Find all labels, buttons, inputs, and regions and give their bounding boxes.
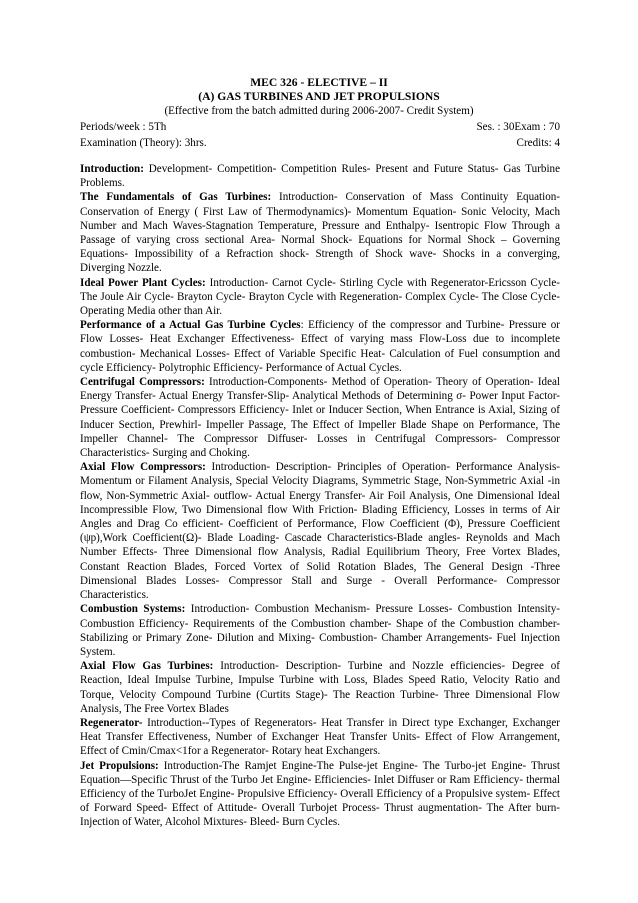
periods-row [80, 120, 560, 134]
section-combustion-systems [80, 602, 560, 659]
section-heading: Performance of a Actual Gas Turbine Cycles [80, 319, 301, 332]
course-subtitle: (A) GAS TURBINES AND JET PROPULSIONS [198, 90, 440, 103]
syllabus-body [80, 162, 560, 830]
section-text: Introduction-The Ramjet Engine-The Pulse-jet Engine- The Turbo-jet Engine- Thrust Equation—Specific Thrust of the Turbo Jet Engine- Efficiencies- Inlet Diffuser or Ram Efficiency- thermal Efficiency of the TurboJet Engine- Propulsive Efficiency- Overall Efficiency of a Propulsive system- Effect of Forward Speed- Effect of Attitude- Overall Turbojet Process- Thrust augmentation- The After burn-Injection of Water, Alcohol Mixtures- Bleed- Burn Cycles. [80, 759, 560, 829]
section-heading: Jet Propulsions: [80, 759, 159, 772]
section-jet-propulsion [80, 759, 560, 830]
section-text: Introduction- Combustion Mechanism- Pressure Losses- Combustion Intensity- Combustion Efficiency- Requirements of the Combustion chamber- Shape of the Combustion chamber- Stabilizing or Primary Zone- Dilution and Mixing- Combustion- Chamber Arrangements- Fuel Injection System. [80, 603, 560, 658]
section-text: Introduction- Carnot Cycle- Stirling Cycle with Regenerator-Ericsson Cycle- The Joule Air Cycle- Brayton Cycle- Brayton Cycle with Regeneration- Complex Cycle- The Close Cycle- Operating Media other than Air. [80, 276, 560, 318]
section-text: Introduction-Components- Method of Operation- Theory of Operation- Ideal Energy Transfer- Actual Energy Transfer-Slip- Analytical Methods of Determining σ- Power Input Factor- Pressure Coefficient- Compressors Efficiency- Inlet or Inducer Section, When Entrance is Axial, Sizing of Inducer Section, Prewhirl- Impeller Passage, The Effect of Impeller Blade Shape on Performance, The Impeller Channel- The Compressor Diffuser- Losses in Centrifugal Compressors- Compressor Characteristics- Surging and Choking. [80, 376, 561, 460]
credits: Credits: 4 [516, 137, 560, 149]
section-introduction [80, 162, 560, 190]
section-heading: Introduction: [80, 163, 144, 175]
section-centrifugal-compressors [80, 375, 560, 460]
course-title: MEC 326 - ELECTIVE – II [250, 76, 388, 89]
section-heading: The Fundamentals of Gas Turbines: [80, 191, 272, 204]
exam-duration: Examination (Theory): 3hrs. [80, 137, 207, 149]
section-text: Introduction--Types of Regenerators- Heat Transfer in Direct type Exchanger, Exchanger Heat Transfer Effectiveness, Number of Exchanger Heat Transfer Units- Effect of Flow Arrangement, Effect of Cmin/Cmax<1for a Regenerator- Rotary heat Exchangers. [80, 716, 560, 758]
section-text: Introduction- Conservation of Mass Continuity Equation- Conservation of Energy ( First Law of Thermodynamics)- Momentum Equation- Sonic Velocity, Mach Number and Mach Waves-Stagnation Temperature, Pressure and Enthalpy- Isentropic Flow Through a Passage of varying cross sectional Area- Normal Shock- Equations for Normal Shock – Governing Equations- Impossibility of a Refraction shock- Strength of Shock wave- Shocks in a converging, Diverging Nozzle. [80, 191, 560, 275]
section-text: Introduction- Description- Principles of Operation- Performance Analysis- Momentum or Filament Analysis, Special Velocity Diagrams, Symmetric Stage, Non-Symmetric Axial -in flow, Non-Symmetric Axial- outflow- Actual Energy Transfer- Air Foil Analysis, One Dimensional Ideal Incompressible Flow, Two Dimensional flow With Friction- Blading Efficiency, Losses in terms of Air Angles and Drag Co efficient- Coefficient of Performance, Flow Coefficient (Φ), Pressure Coefficient (ψp),Work Coefficient(Ω)- Blade Loading- Cascade Characteristics-Blade angles- Reynolds and Mach Number Effects- Three Dimensional flow Analysis, Radial Equilibrium Theory, Free Vortex Blades, Constant Reaction Blades, Forced Vortex of Solid Rotation Blades, The General Design -Three Dimensional Blades Losses- Compressor Stall and Surge - Overall Performance- Compressor Characteristics. [80, 461, 561, 602]
section-fundamentals [80, 190, 560, 275]
section-heading: Regenerator- [80, 716, 143, 729]
sessional-exam-marks: Ses. : 30Exam : 70 [476, 121, 560, 133]
section-heading: Axial Flow Compressors: [80, 461, 206, 474]
section-heading: Combustion Systems: [80, 603, 186, 616]
section-ideal-cycles [80, 276, 560, 319]
exam-row [80, 136, 560, 150]
section-text: Development- Competition- Competition Rules- Present and Future Status- Gas Turbine Problems. [80, 163, 560, 190]
section-heading: Centrifugal Compressors: [80, 376, 205, 389]
section-axial-compressors [80, 460, 560, 602]
section-heading: Ideal Power Plant Cycles: [80, 276, 206, 289]
effective-note: (Effective from the batch admitted during 2006-2007- Credit System) [164, 105, 474, 117]
section-heading: Axial Flow Gas Turbines: [80, 660, 214, 673]
section-regenerator [80, 716, 560, 759]
section-text: : Efficiency of the compressor and Turbine- Pressure or Flow Losses- Heat Exchanger Effectiveness- Effect of varying mass Flow-Loss due to incomplete combustion- Mechanical Losses- Effect of Variable Specific Heat- Calculation of Fuel consumption and cycle Efficiency- Polytrophic Efficiency- Performance of Actual Cycles. [80, 319, 560, 374]
section-axial-turbines [80, 659, 560, 716]
periods-per-week: Periods/week : 5Th [80, 121, 167, 133]
section-actual-performance [80, 318, 560, 375]
section-text: Introduction- Description- Turbine and Nozzle efficiencies- Degree of Reaction, Ideal Impulse Turbine, Impulse Turbine with Loss, Blades Speed Ratio, Velocity Ratio and Torque, Velocity Compound Turbine (Curtits Stage)- The Reaction Turbine- Three Dimensional Flow Analysis, The Free Vortex Blades [80, 660, 560, 715]
